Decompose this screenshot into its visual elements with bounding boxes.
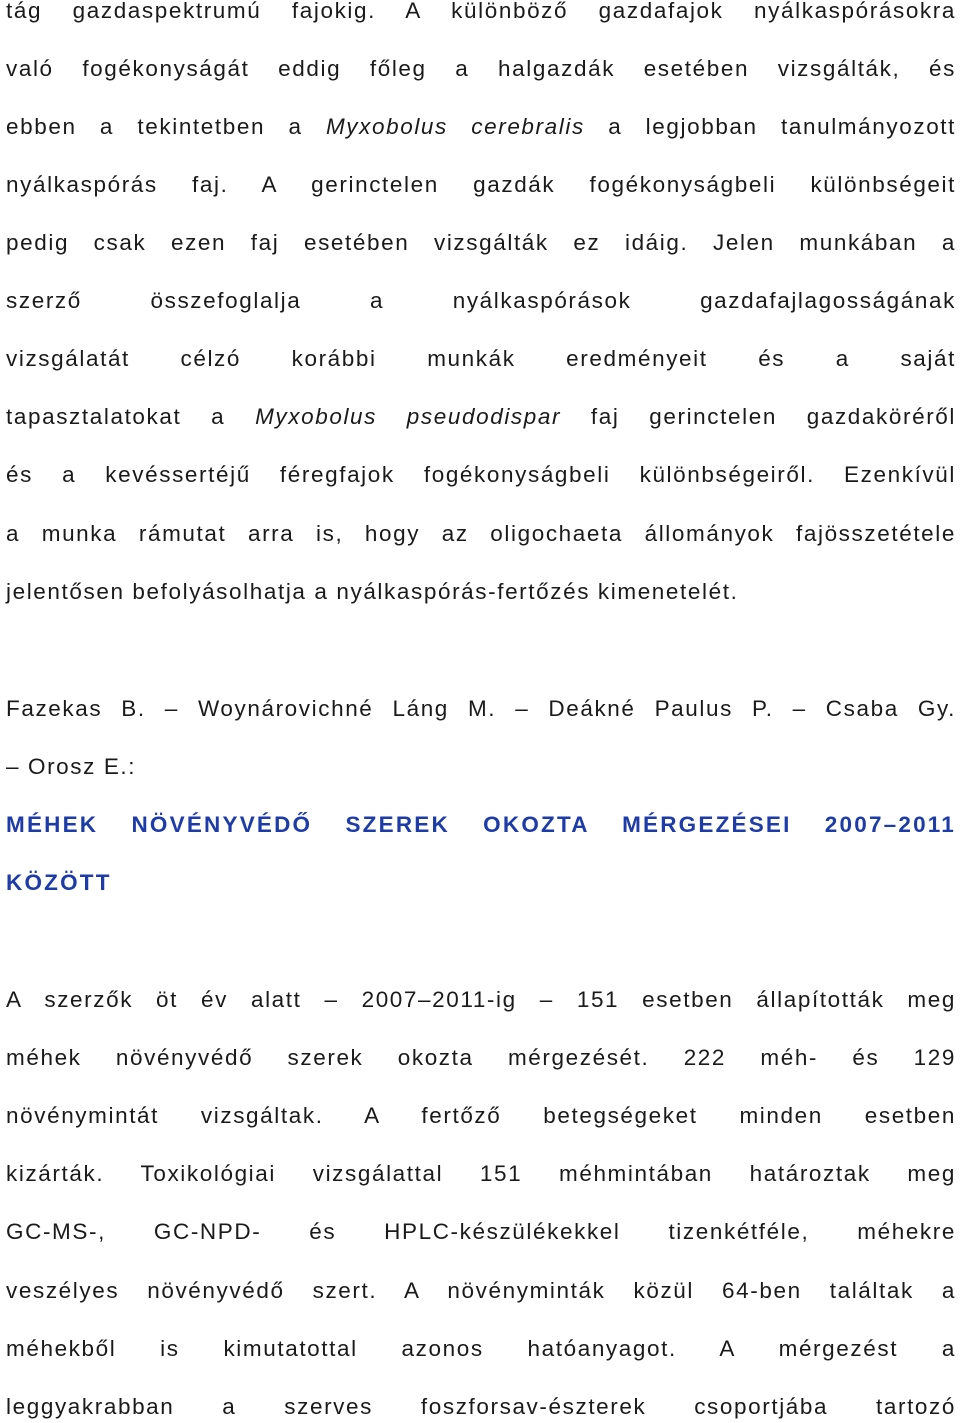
- paragraph-1-line-3: [6, 111, 956, 143]
- paragraph-2-line-7: méhekből is kimutatottal azonos hatóanyagot. A mérgezést a: [6, 1336, 956, 1361]
- paragraph-2-line-8: leggyakrabban a szerves foszforsav-észterek csoportjába tartozó: [6, 1394, 956, 1419]
- line-3-suffix: a legjobban tanulmányozott: [608, 114, 957, 139]
- paragraph-1-line-1: tág gazdaspektrumú fajokig. A különböző gazdafajok nyálkaspórásokra: [6, 0, 956, 23]
- paragraph-2-line-3: növénymintát vizsgáltak. A fertőző betegségeket minden esetben: [6, 1103, 956, 1128]
- paragraph-2-line-1: A szerzők öt év alatt – 2007–2011-ig – 151 esetben állapították meg: [6, 987, 956, 1012]
- paragraph-1-line-11: jelentősen befolyásolhatja a nyálkaspórás-fertőzés kimenetelét.: [6, 579, 739, 604]
- species-name-cerebralis: Myxobolus cerebralis: [325, 114, 585, 139]
- paragraph-1-line-8: [6, 401, 956, 433]
- line-8-suffix: faj gerinctelen gazdaköréről: [590, 404, 957, 429]
- line-8-prefix: tapasztalatokat a: [6, 404, 226, 429]
- paragraph-1-line-4: nyálkaspórás faj. A gerinctelen gazdák fogékonyságbeli különbségeit: [6, 172, 956, 197]
- article-title-line-2: KÖZÖTT: [6, 870, 112, 895]
- article-title-line-1: MÉHEK NÖVÉNYVÉDŐ SZEREK OKOZTA MÉRGEZÉSEI 2007–2011: [6, 812, 956, 837]
- paragraph-2-line-6: veszélyes növényvédő szert. A növényminták közül 64-ben találtak a: [6, 1278, 956, 1303]
- paragraph-1-line-6: szerző összefoglalja a nyálkaspórások gazdafajlagosságának: [6, 288, 956, 313]
- species-name-pseudodispar: Myxobolus pseudodispar: [255, 404, 562, 429]
- paragraph-1-line-5: pedig csak ezen faj esetében vizsgálták ez idáig. Jelen munkában a: [6, 230, 956, 255]
- authors-line-2: – Orosz E.:: [6, 754, 137, 779]
- paragraph-1-line-2: való fogékonyságát eddig főleg a halgazdák esetében vizsgálták, és: [6, 56, 956, 81]
- paragraph-1-line-9: és a kevéssertéjű féregfajok fogékonyságbeli különbségeiről. Ezenkívül: [6, 462, 956, 487]
- paragraph-2-line-5: GC-MS-, GC-NPD- és HPLC-készülékekkel tizenkétféle, méhekre: [6, 1219, 956, 1244]
- line-3-prefix: ebben a tekintetben a: [6, 114, 303, 139]
- paragraph-2-line-4: kizárták. Toxikológiai vizsgálattal 151 méhmintában határoztak meg: [6, 1161, 956, 1186]
- paragraph-1-line-7: vizsgálatát célzó korábbi munkák eredményeit és a saját: [6, 346, 956, 371]
- paragraph-2-line-2: méhek növényvédő szerek okozta mérgezését. 222 méh- és 129: [6, 1045, 956, 1070]
- authors-line-1: Fazekas B. – Woynárovichné Láng M. – Deákné Paulus P. – Csaba Gy.: [6, 696, 956, 721]
- paragraph-1-line-10: a munka rámutat arra is, hogy az oligochaeta állományok fajösszetétele: [6, 521, 956, 546]
